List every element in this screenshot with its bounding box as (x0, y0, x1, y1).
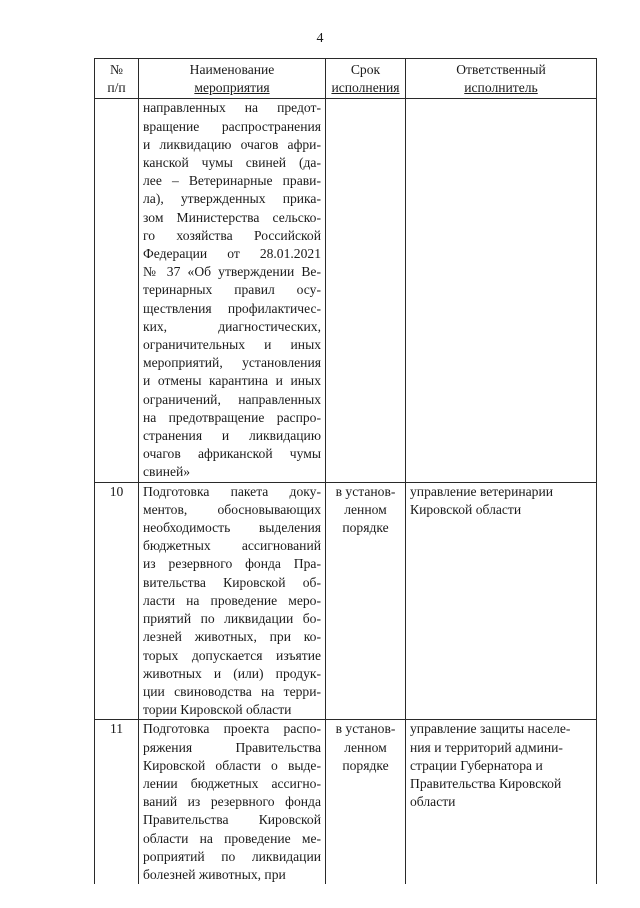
text-line: тории Кировской области (143, 702, 292, 718)
text-line: мероприятий, установления (143, 355, 321, 371)
text-line: и ликвидацию очагов афри- (143, 136, 321, 152)
text-line: странения и ликвидацию (143, 428, 321, 444)
text-line: Подготовка проекта распо- (143, 721, 321, 737)
measure-responsible (406, 720, 597, 884)
measure-name (139, 482, 326, 720)
text-line: ограничительных и иных (143, 337, 321, 353)
text-line: из резервного фонда Пра- (143, 556, 321, 572)
text-line: бюджетных ассигнований (143, 538, 321, 554)
measure-name (139, 99, 326, 482)
table-row (95, 99, 597, 482)
table-header-row (95, 59, 597, 99)
text-line: очагов африканской чумы (143, 446, 321, 462)
measure-term (326, 720, 406, 884)
text-line: ваний из резервного фонда (143, 794, 321, 810)
text-line: области на проведение ме- (143, 830, 321, 846)
text-line: го хозяйства Российской (143, 227, 321, 243)
text-line: Кировской области (410, 501, 522, 517)
text-line: и отмены карантина и иных (143, 373, 321, 389)
text-line: страции Губернатора и (410, 757, 543, 773)
text-line: вращение распространения (143, 118, 321, 134)
page-number: 4 (316, 31, 324, 46)
text-line: области (410, 794, 456, 810)
text-line: ния и территорий админи- (410, 739, 563, 755)
text-line: ких, диагностических, (143, 318, 321, 334)
text-line: зом Министерства сельско- (143, 209, 321, 225)
text-line: необходимость выделения (143, 520, 321, 536)
text-line: ласти на проведение меро- (143, 592, 321, 608)
text-line: ленном (344, 739, 387, 755)
text-line: ленном (344, 501, 387, 517)
text-line: ществления профилактичес- (143, 300, 321, 316)
text-line: теринарных правил осу- (143, 282, 321, 298)
text-line: ментов, обосновывающих (143, 501, 321, 517)
text-line: в установ- (335, 721, 396, 737)
row-number (95, 99, 139, 482)
text-line: болезней животных, при (143, 866, 286, 882)
text-line: направленных на предот- (143, 100, 321, 116)
text-line: ции свиноводства на терри- (143, 683, 321, 699)
row-number: 11 (95, 720, 139, 884)
text-line: в установ- (335, 483, 396, 499)
measure-responsible (406, 99, 597, 482)
text-line: ограничений, направленных (143, 391, 321, 407)
table-row (95, 482, 597, 720)
header-responsible: Ответственный исполнитель (406, 59, 597, 99)
text-line: порядке (342, 757, 389, 773)
measure-responsible (406, 482, 597, 720)
measure-term (326, 482, 406, 720)
text-line: роприятий по ликвидации (143, 848, 321, 864)
row-number: 10 (95, 482, 139, 720)
text-line: лезней животных, при ко- (143, 629, 321, 645)
text-line: свиней» (143, 464, 191, 480)
header-term: Срок исполнения (326, 59, 406, 99)
text-line: порядке (342, 520, 389, 536)
measures-table (94, 58, 597, 884)
text-line: животных и (или) продук- (143, 665, 321, 681)
text-line: Подготовка пакета доку- (143, 483, 321, 499)
measure-name (139, 720, 326, 884)
text-line: управление защиты населе- (410, 721, 571, 737)
text-line: на предотвращение распро- (143, 409, 321, 425)
header-num: № п/п (95, 59, 139, 99)
text-line: Правительства Кировской (143, 812, 321, 828)
text-line: канской чумы свиней (да- (143, 155, 321, 171)
text-line: вительства Кировской об- (143, 574, 321, 590)
text-line: ла), утвержденных прика- (143, 191, 321, 207)
text-line: ряжения Правительства (143, 739, 321, 755)
text-line: лении бюджетных ассигно- (143, 775, 321, 791)
text-line: лее – Ветеринарные прави- (143, 173, 321, 189)
measure-term (326, 99, 406, 482)
header-name: Наименование мероприятия (139, 59, 326, 99)
text-line: Федерации от 28.01.2021 (143, 246, 321, 262)
text-line: Правительства Кировской (410, 775, 562, 791)
text-line: Кировской области о выде- (143, 757, 321, 773)
text-line: управление ветеринарии (410, 483, 554, 499)
table-row (95, 720, 597, 884)
text-line: № 37 «Об утверждении Ве- (143, 264, 321, 280)
text-line: торых допускается изъятие (143, 647, 321, 663)
text-line: приятий по ликвидации бо- (143, 611, 321, 627)
